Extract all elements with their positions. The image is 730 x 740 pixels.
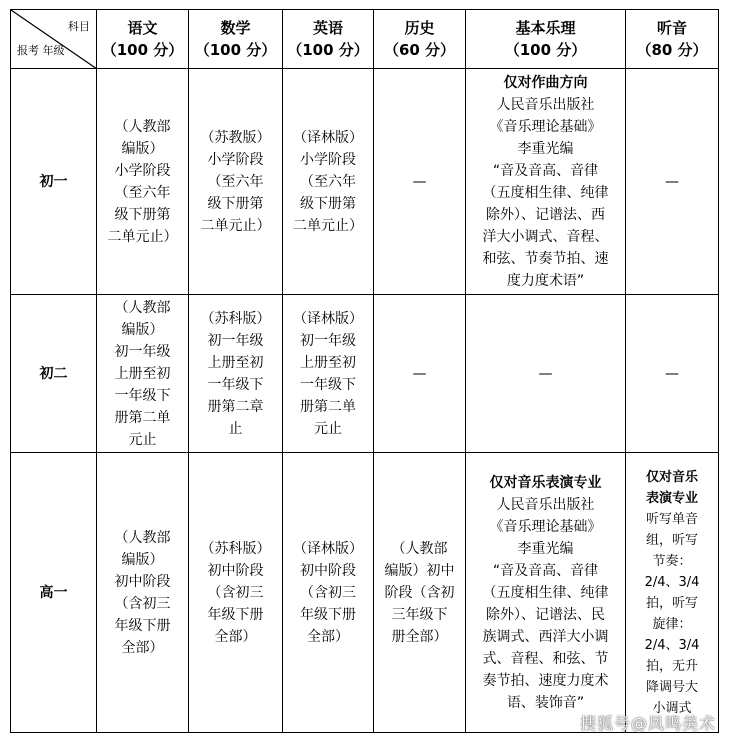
english-cell: （译林版） 小学阶段 （至六年 级下册第 二单元止） — [283, 69, 374, 295]
chinese-cell: （人教部 编版） 小学阶段 （至六年 级下册第 二单元止） — [97, 69, 189, 295]
listening-scope-text: 听写单音 组，听写 节奏： 2/4、3/4 拍，听写 旋律： 2/4、3/4 拍，无升 降调号大 小调式 — [644, 511, 700, 716]
table-row — [11, 69, 719, 295]
corner-cell — [11, 10, 97, 69]
header-music-theory: 基本乐理 （100 分） — [466, 10, 626, 69]
exam-scope-table — [10, 9, 719, 733]
music-theory-cell — [466, 453, 626, 733]
header-history: 历史 （60 分） — [374, 10, 466, 69]
corner-subject-label: 科目 — [68, 20, 90, 33]
history-cell: — — [374, 69, 466, 295]
english-cell: （译林版） 初一年级 上册至初 一年级下 册第二单 元止 — [283, 295, 374, 453]
header-listening: 听音 （80 分） — [626, 10, 719, 69]
theory-scope-title: 仅对作曲方向 — [503, 74, 588, 91]
corner-grade-label: 报考 年级 — [17, 44, 65, 57]
table-row — [11, 295, 719, 453]
theory-scope-text: 人民音乐出版社 《音乐理论基础》 李重光编 “音及音高、音律 （五度相生律、纯律 除外）、记谱法、民 族调式、西洋大小调 式、音程、和弦、节 奏节拍、速度力度术 语、装饰音” — [482, 496, 609, 711]
listening-cell — [626, 453, 719, 733]
math-cell: （苏教版） 小学阶段 （至六年 级下册第 二单元止） — [189, 69, 283, 295]
listening-cell: — — [626, 69, 719, 295]
history-cell: — — [374, 295, 466, 453]
theory-scope-title: 仅对音乐表演专业 — [489, 474, 602, 491]
grade-cell: 高一 — [11, 453, 97, 733]
english-cell: （译林版） 初中阶段 （含初三 年级下册 全部） — [283, 453, 374, 733]
grade-cell: 初二 — [11, 295, 97, 453]
header-math: 数学 （100 分） — [189, 10, 283, 69]
header-english: 英语 （100 分） — [283, 10, 374, 69]
table-row — [11, 453, 719, 733]
chinese-cell: （人教部 编版） 初中阶段 （含初三 年级下册 全部） — [97, 453, 189, 733]
header-row — [11, 10, 719, 69]
music-theory-cell — [466, 69, 626, 295]
math-cell: （苏科版） 初中阶段 （含初三 年级下册 全部） — [189, 453, 283, 733]
grade-cell: 初一 — [11, 69, 97, 295]
listening-cell: — — [626, 295, 719, 453]
math-cell: （苏科版） 初一年级 上册至初 一年级下 册第二章 止 — [189, 295, 283, 453]
theory-scope-text: 人民音乐出版社 《音乐理论基础》 李重光编 “音及音高、音律 （五度相生律、纯律 除外）、记谱法、西 洋大小调式、音程、 和弦、节奏节拍、速 度力度术语” — [482, 96, 609, 289]
chinese-cell: （人教部 编版） 初一年级 上册至初 一年级下 册第二单 元止 — [97, 295, 189, 453]
music-theory-cell: — — [466, 295, 626, 453]
listening-scope-title: 仅对音乐 表演专业 — [645, 469, 698, 506]
history-cell: （人教部 编版）初中 阶段（含初 三年级下 册全部） — [374, 453, 466, 733]
header-chinese: 语文 （100 分） — [97, 10, 189, 69]
watermark: 搜狐号@凤鸣美术 — [579, 714, 716, 733]
